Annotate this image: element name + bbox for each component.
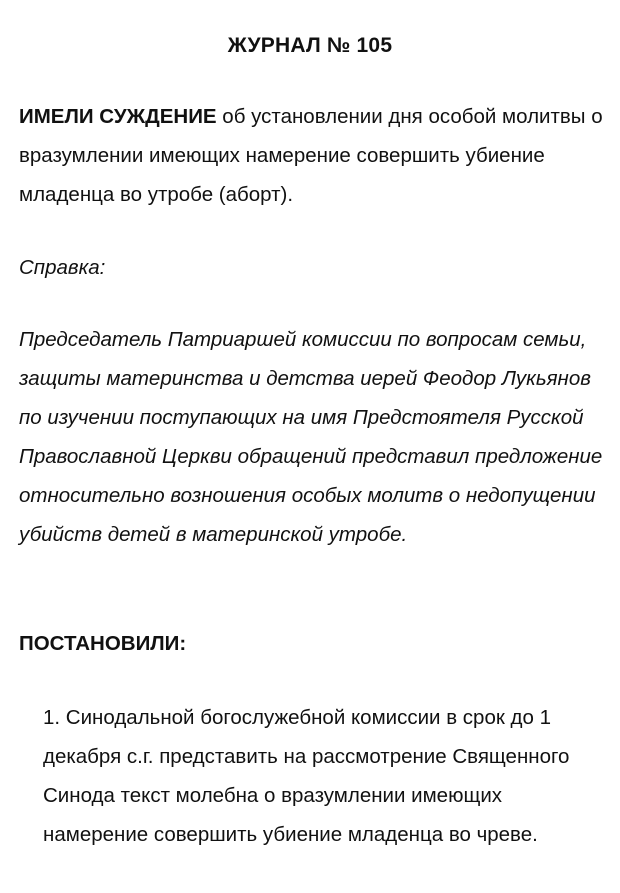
spravka-text: Председатель Патриаршей комиссии по вопросам семьи, защиты материнства и детства иерей Феодор Лукьянов по изучении поступающих на имя Предстоятеля Русской Православной Церкви обращений представил предложение относительно возношения особых молитв о недопущении убийств детей в материнской утробе. xyxy=(19,328,603,546)
resolution-item xyxy=(43,698,603,854)
imeli-suzhdenie-heading: ИМЕЛИ СУЖДЕНИЕ xyxy=(19,105,217,128)
resolution-item-number: 1. xyxy=(43,706,61,729)
document-title: ЖУРНАЛ № 105 xyxy=(227,34,393,57)
imeli-suzhdenie-paragraph xyxy=(19,97,604,214)
imeli-suzhdenie-text: об установлении дня особой молитвы о вразумлении имеющих намерение совершить убиение младенца во утробе (аборт). xyxy=(19,105,603,206)
postanovili-heading: ПОСТАНОВИЛИ: xyxy=(19,632,187,655)
spravka-label: Справка: xyxy=(19,256,106,279)
resolution-item-text: Синодальной богослужебной комиссии в срок до 1 декабря с.г. представить на рассмотрение Священного Синода текст молебна о вразумлении имеющих намерение совершить убиение младенца во чреве. xyxy=(43,706,570,846)
